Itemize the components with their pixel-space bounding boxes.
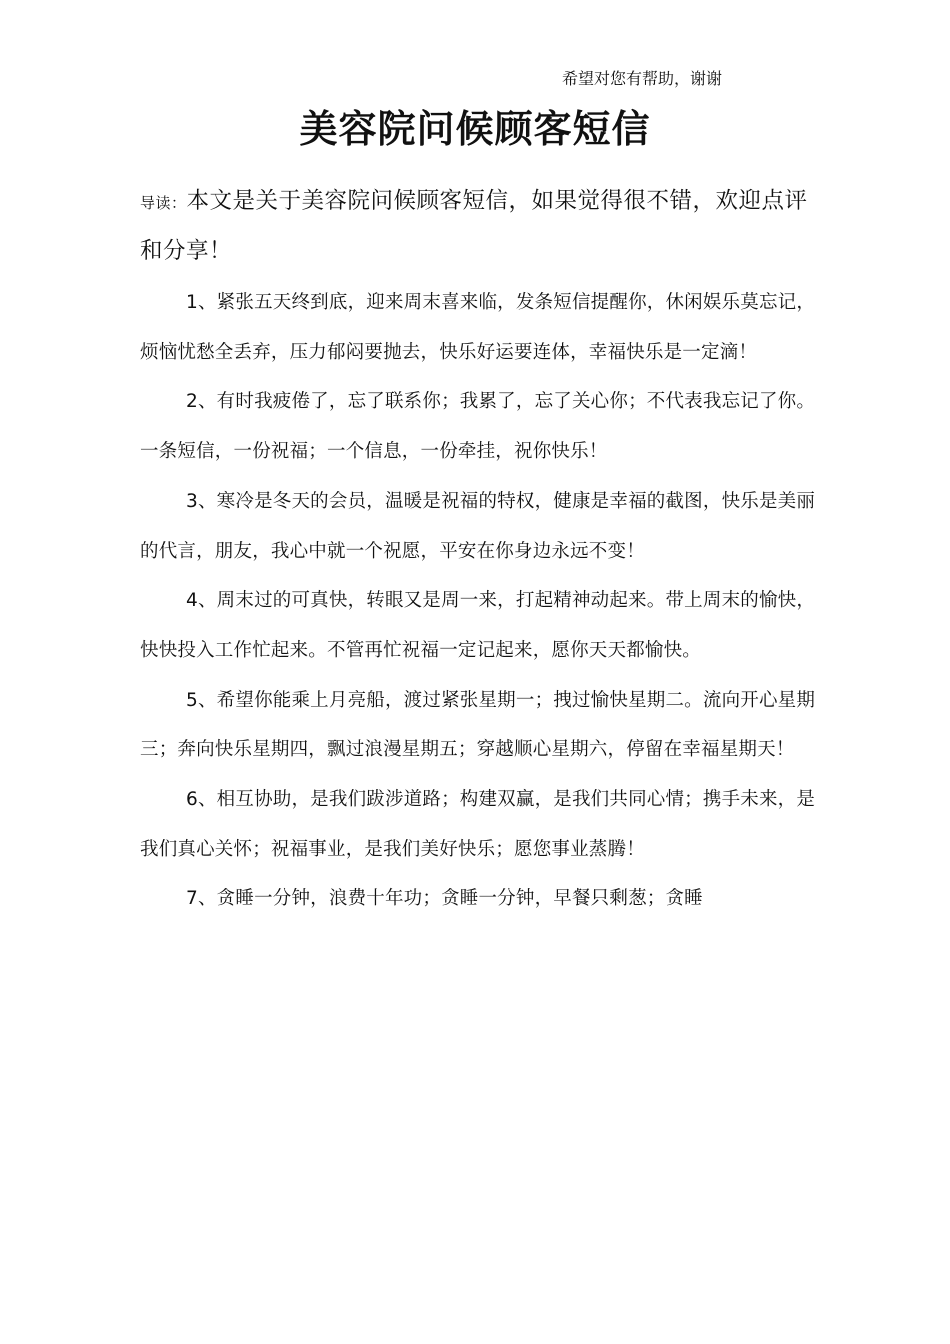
- message-paragraph-2: 2、有时我疲倦了，忘了联系你；我累了，忘了关心你；不代表我忘记了你。一条短信，一份祝福；一个信息，一份牵挂，祝你快乐！: [140, 391, 816, 463]
- intro-label: 导读：: [140, 194, 187, 212]
- message-paragraph-7: 7、贪睡一分钟，浪费十年功；贪睡一分钟，早餐只剩葱；贪睡: [186, 888, 703, 910]
- message-list: [140, 278, 822, 924]
- intro-paragraph: [140, 177, 822, 275]
- message-paragraph-6: 6、相互协助，是我们跋涉道路；构建双赢，是我们共同心情；携手未来，是我们真心关怀；祝福事业，是我们美好快乐；愿您事业蒸腾！: [140, 789, 816, 860]
- message-paragraph-1: 1、紧张五天终到底，迎来周末喜来临，发条短信提醒你，休闲娱乐莫忘记，烦恼忧愁全丢弃，压力郁闷要抛去，快乐好运要连体，幸福快乐是一定滴！: [140, 292, 816, 363]
- intro-text: 本文是关于美容院问候顾客短信，如果觉得很不错，欢迎点评和分享！: [140, 188, 808, 264]
- document-title: 美容院问候顾客短信: [299, 107, 651, 151]
- message-paragraph-5: 5、希望你能乘上月亮船，渡过紧张星期一；拽过愉快星期二。流向开心星期三；奔向快乐星期四，飘过浪漫星期五；穿越顺心星期六，停留在幸福星期天！: [140, 689, 816, 761]
- header-note: 希望对您有帮助，谢谢: [562, 69, 723, 88]
- message-paragraph-4: 4、周末过的可真快，转眼又是周一来，打起精神动起来。带上周末的愉快，快快投入工作忙起来。不管再忙祝福一定记起来，愿你天天都愉快。: [140, 590, 816, 661]
- message-paragraph-3: 3、寒冷是冬天的会员，温暖是祝福的特权，健康是幸福的截图，快乐是美丽的代言，朋友，我心中就一个祝愿，平安在你身边永远不变！: [140, 490, 816, 562]
